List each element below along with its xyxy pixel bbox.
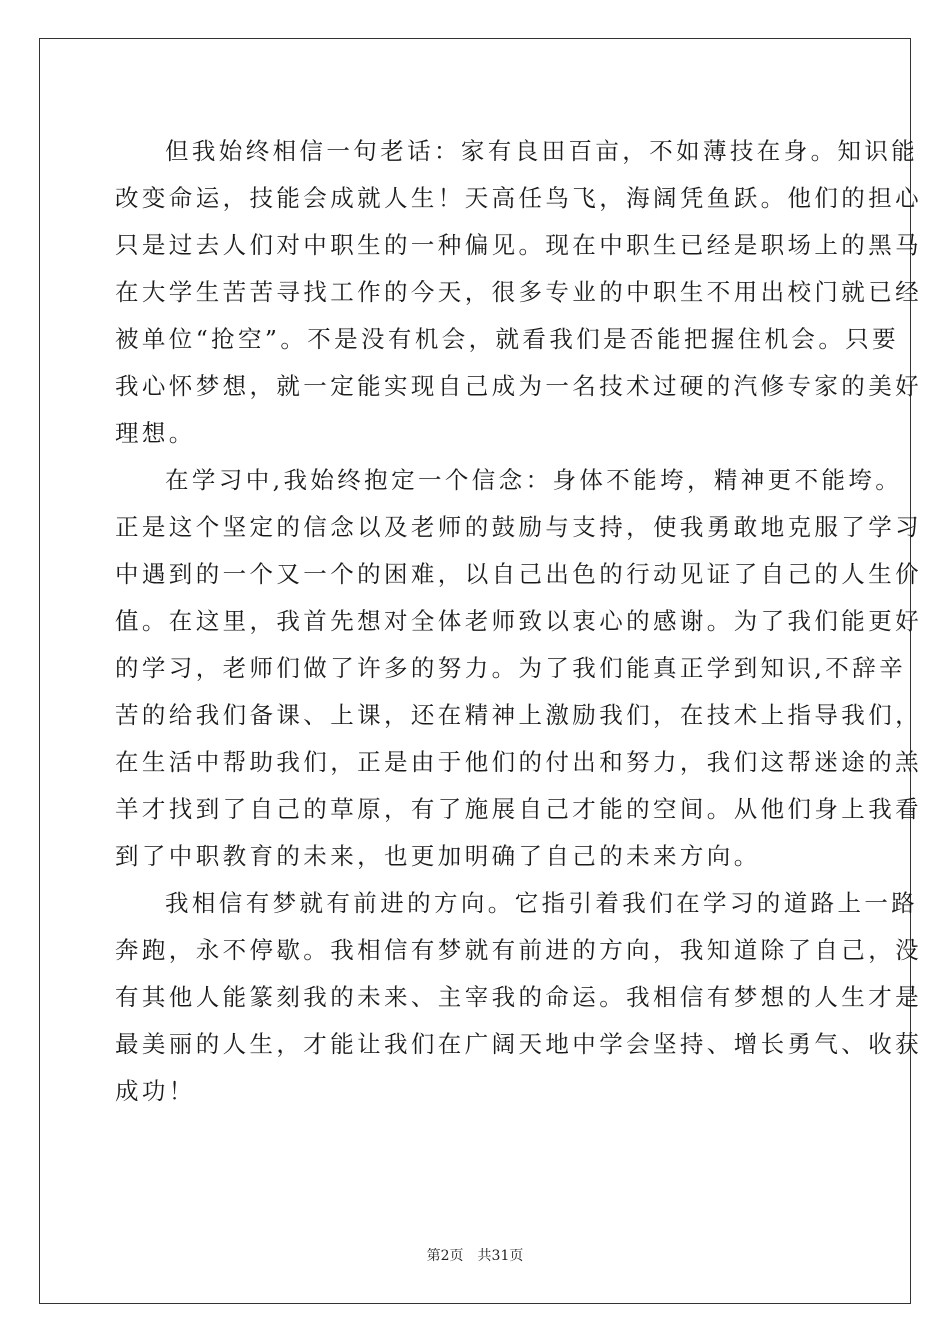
paragraph-3 <box>115 880 922 1115</box>
text-line: 被单位“抢空”。不是没有机会，就看我们是否能把握住机会。只要 <box>115 325 900 353</box>
text-line: 最美丽的人生，才能让我们在广阔天地中学会坚持、增长勇气、收获 <box>115 1030 922 1058</box>
page-footer <box>0 1245 950 1265</box>
text-line: 值。在这里，我首先想对全体老师致以衷心的感谢。为了我们能更好 <box>115 607 922 635</box>
page-number: 第2页 <box>426 1248 464 1264</box>
text-line: 理想。 <box>115 419 196 447</box>
text-line: 到了中职教育的未来，也更加明确了自己的未来方向。 <box>115 842 761 870</box>
text-line: 成功！ <box>115 1077 196 1105</box>
text-line: 只是过去人们对中职生的一种偏见。现在中职生已经是职场上的黑马 <box>115 231 922 259</box>
text-line: 中遇到的一个又一个的困难，以自己出色的行动见证了自己的人生价 <box>115 560 922 588</box>
document-body <box>115 128 922 1115</box>
page-total: 共31页 <box>477 1248 524 1264</box>
text-line: 奔跑，永不停歇。我相信有梦就有前进的方向，我知道除了自己，没 <box>115 936 922 964</box>
text-line: 苦的给我们备课、上课，还在精神上激励我们，在技术上指导我们， <box>115 701 922 729</box>
paragraph-1 <box>115 128 922 457</box>
paragraph-2 <box>115 457 922 880</box>
text-line: 改变命运，技能会成就人生！天高任鸟飞，海阔凭鱼跃。他们的担心 <box>115 184 922 212</box>
text-line: 正是这个坚定的信念以及老师的鼓励与支持，使我勇敢地克服了学习 <box>115 513 922 541</box>
text-line: 的学习，老师们做了许多的努力。为了我们能真正学到知识,不辞辛 <box>115 654 906 682</box>
text-line: 在生活中帮助我们，正是由于他们的付出和努力，我们这帮迷途的羔 <box>115 748 922 776</box>
text-line: 羊才找到了自己的草原，有了施展自己才能的空间。从他们身上我看 <box>115 795 922 823</box>
text-line: 我心怀梦想，就一定能实现自己成为一名技术过硬的汽修专家的美好 <box>115 372 922 400</box>
text-line: 但我始终相信一句老话：家有良田百亩，不如薄技在身。知识能 <box>165 137 919 165</box>
text-line: 在学习中,我始终抱定一个信念：身体不能垮，精神更不能垮。 <box>165 466 903 494</box>
text-line: 我相信有梦就有前进的方向。它指引着我们在学习的道路上一路 <box>165 889 919 917</box>
text-line: 有其他人能篆刻我的未来、主宰我的命运。我相信有梦想的人生才是 <box>115 983 922 1011</box>
text-line: 在大学生苦苦寻找工作的今天，很多专业的中职生不用出校门就已经 <box>115 278 922 306</box>
